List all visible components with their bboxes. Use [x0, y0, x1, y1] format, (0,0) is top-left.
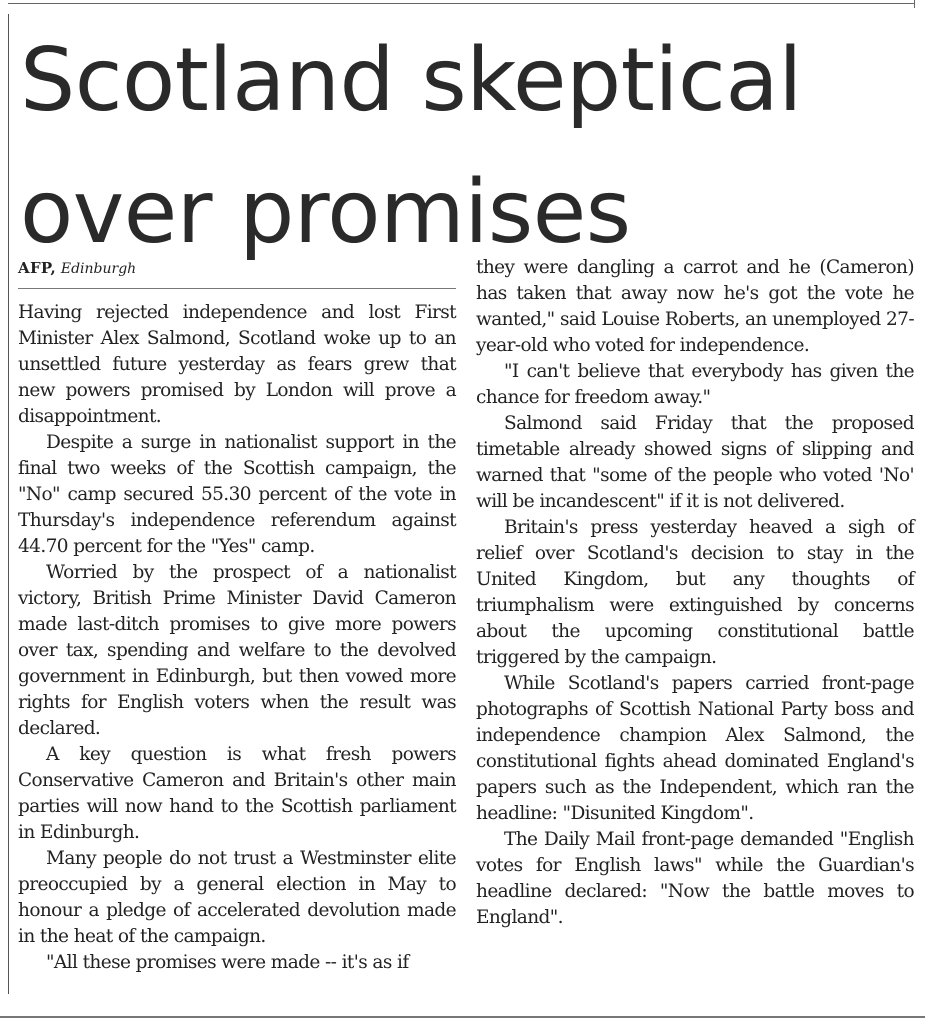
paragraph: "All these promises were made -- it's as if	[46, 952, 409, 973]
paragraph: Salmond said Friday that the proposed timetable already showed signs of slipping and warned that "some of the people who voted 'No' will be incandescent" if it is not delivered.	[476, 413, 914, 512]
paragraph: "I can't believe that everybody has given the chance for freedom away."	[476, 361, 914, 408]
headline-line-2: over promises	[20, 161, 631, 263]
top-right-rule	[914, 0, 915, 8]
paragraph: Britain's press yesterday heaved a sigh of relief over Scotland's decision to stay in the United Kingdom, but any thoughts of triumphalism were extinguished by concerns about the upcoming constitutional battle triggered by the campaign.	[476, 517, 914, 668]
paragraph: While Scotland's papers carried front-page photographs of Scottish National Party boss and independence champion Alex Salmond, the constitutional fights ahead dominated England's papers such as the Independent, which ran the headline: "Disunited Kingdom".	[476, 673, 914, 824]
bottom-rule	[0, 1016, 925, 1018]
headline	[20, 14, 900, 278]
paragraph: Having rejected independence and lost First Minister Alex Salmond, Scotland woke up to an unsettled future yesterday as fears grew that new powers promised by London will prove a disappointment.	[18, 302, 456, 427]
paragraph: they were dangling a carrot and he (Cameron) has taken that away now he's got the vote he wanted," said Louise Roberts, an unemployed 27-year-old who voted for independence.	[476, 257, 914, 356]
byline-place: Edinburgh	[60, 261, 137, 277]
paragraph: A key question is what fresh powers Conservative Cameron and Britain's other main parties will now hand to the Scottish parliament in Edinburgh.	[18, 744, 456, 843]
article-column-left	[18, 300, 456, 976]
headline-line-1: Scotland skeptical	[20, 29, 802, 131]
paragraph: Despite a surge in nationalist support in the final two weeks of the Scottish campaign, the "No" camp secured 55.30 percent of the vote in Thursday's independence referendum against 44.70 percent for the "Yes" camp.	[18, 432, 456, 557]
byline	[18, 258, 136, 279]
paragraph: The Daily Mail front-page demanded "English votes for English laws" while the Guardian's headline declared: "Now the battle moves to England".	[476, 829, 914, 928]
paragraph: Worried by the prospect of a nationalist victory, British Prime Minister David Cameron made last-ditch promises to give more powers over tax, spending and welfare to the devolved government in Edinburgh, but then vowed more rights for English voters when the result was declared.	[18, 562, 456, 739]
paragraph: Many people do not trust a Westminster elite preoccupied by a general election in May to honour a pledge of accelerated devolution made in the heat of the campaign.	[18, 848, 456, 947]
article-column-right	[476, 255, 914, 931]
top-rule	[8, 3, 915, 4]
byline-agency: AFP,	[18, 259, 57, 277]
left-column-rule	[8, 14, 9, 994]
byline-rule	[18, 288, 456, 289]
